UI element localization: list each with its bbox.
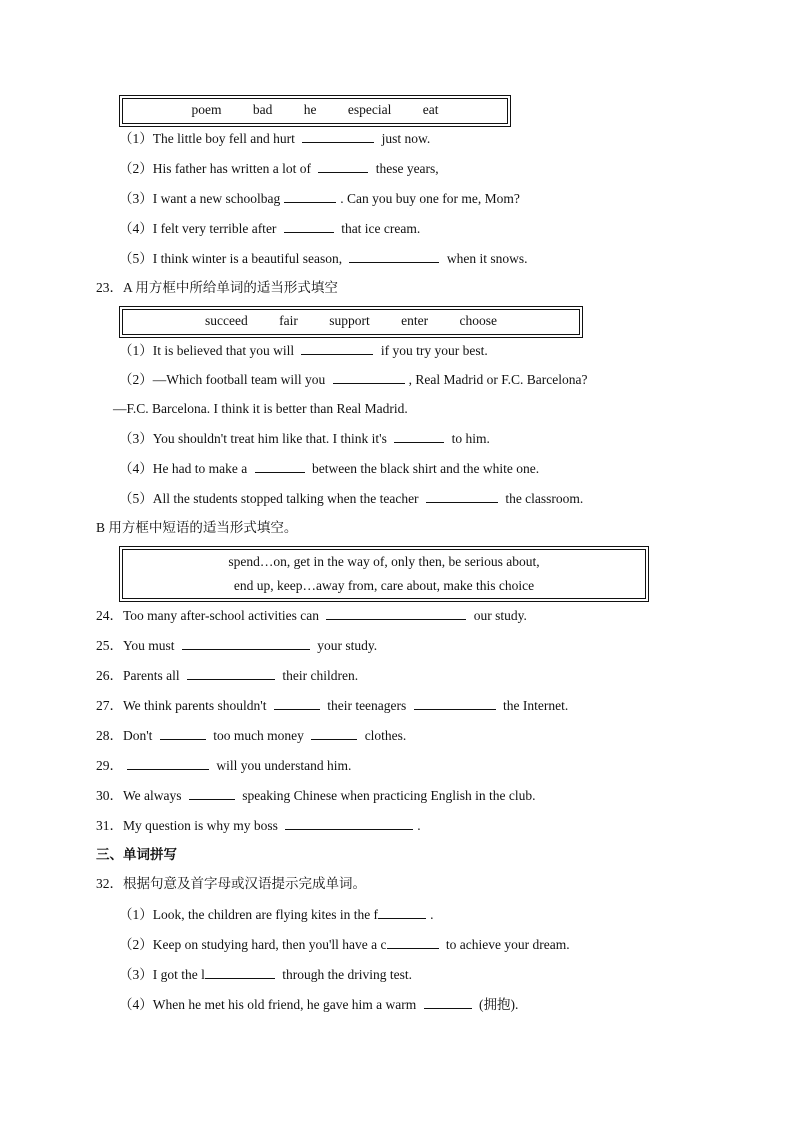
q28: 28．Don't too much money clothes. xyxy=(96,728,407,743)
answer-blank[interactable] xyxy=(127,756,209,770)
box-word: enter xyxy=(401,313,429,328)
answer-blank[interactable] xyxy=(284,219,334,233)
answer-blank[interactable] xyxy=(426,489,498,503)
answer-blank[interactable] xyxy=(349,249,439,263)
phrase-line-1: spend…on, get in the way of, only then, be serious about, xyxy=(228,554,540,569)
box-word: eat xyxy=(422,102,439,117)
answer-blank[interactable] xyxy=(205,965,275,979)
answer-blank[interactable] xyxy=(394,429,444,443)
q29: 29． will you understand him. xyxy=(96,758,352,773)
q26: 26．Parents all their children. xyxy=(96,668,359,683)
q30: 30．We always speaking Chinese when practicing English in the club. xyxy=(96,788,536,803)
q24: 24．Too many after-school activities can our study. xyxy=(96,608,527,623)
q22-item-1: （1）The little boy fell and hurt just now. xyxy=(119,131,431,146)
answer-blank[interactable] xyxy=(318,159,368,173)
answer-blank[interactable] xyxy=(302,129,374,143)
q32-item-2: （2）Keep on studying hard, then you'll have a c to achieve your dream. xyxy=(119,937,570,952)
q23-heading: 23．A 用方框中所给单词的适当形式填空 xyxy=(96,280,338,295)
q23-item-1: （1）It is believed that you will if you try your best. xyxy=(119,343,488,358)
answer-blank[interactable] xyxy=(285,816,413,830)
box-word: poem xyxy=(191,102,222,117)
q23-item-2-reply: —F.C. Barcelona. I think it is better than Real Madrid. xyxy=(113,401,408,416)
box-word: support xyxy=(329,313,370,328)
q22-item-5: （5）I think winter is a beautiful season, when it snows. xyxy=(119,251,528,266)
box-word: bad xyxy=(252,102,273,117)
answer-blank[interactable] xyxy=(189,786,235,800)
q32-item-3: （3）I got the l through the driving test. xyxy=(119,967,412,982)
word-box-2 xyxy=(119,306,583,338)
q25: 25．You must your study. xyxy=(96,638,378,653)
box-word: choose xyxy=(459,313,497,328)
phrase-box xyxy=(119,546,649,602)
answer-blank[interactable] xyxy=(333,370,405,384)
answer-blank[interactable] xyxy=(274,696,320,710)
answer-blank[interactable] xyxy=(284,189,336,203)
answer-blank[interactable] xyxy=(301,341,373,355)
q32-item-4: （4）When he met his old friend, he gave him a warm (拥抱). xyxy=(119,997,519,1012)
answer-blank[interactable] xyxy=(311,726,357,740)
q27: 27．We think parents shouldn't their teenagers the Internet. xyxy=(96,698,569,713)
part-b-heading: B 用方框中短语的适当形式填空。 xyxy=(96,520,298,535)
answer-blank[interactable] xyxy=(187,666,275,680)
q23-item-2: （2）—Which football team will you , Real Madrid or F.C. Barcelona? xyxy=(119,372,588,387)
phrase-line-2: end up, keep…away from, care about, make this choice xyxy=(233,578,535,593)
section-3-heading: 三、单词拼写 xyxy=(96,847,177,862)
answer-blank[interactable] xyxy=(414,696,496,710)
word-box-1 xyxy=(119,95,511,127)
q32-item-1: （1）Look, the children are flying kites in the f . xyxy=(119,907,434,922)
answer-blank[interactable] xyxy=(326,606,466,620)
q31: 31．My question is why my boss . xyxy=(96,818,421,833)
q22-item-3: （3）I want a new schoolbag . Can you buy one for me, Mom? xyxy=(119,191,520,206)
box-word: he xyxy=(303,102,317,117)
answer-blank[interactable] xyxy=(182,636,310,650)
q22-item-4: （4）I felt very terrible after that ice cream. xyxy=(119,221,421,236)
answer-blank[interactable] xyxy=(387,935,439,949)
answer-blank[interactable] xyxy=(378,905,426,919)
box-word: succeed xyxy=(205,313,248,328)
q22-item-2: （2）His father has written a lot of these years, xyxy=(119,161,439,176)
box-word: especial xyxy=(347,102,392,117)
answer-blank[interactable] xyxy=(424,995,472,1009)
answer-blank[interactable] xyxy=(255,459,305,473)
answer-blank[interactable] xyxy=(160,726,206,740)
q23-item-3: （3）You shouldn't treat him like that. I think it's to him. xyxy=(119,431,490,446)
q23-item-4: （4）He had to make a between the black shirt and the white one. xyxy=(119,461,540,476)
box-word: fair xyxy=(279,313,298,328)
q32-heading: 32．根据句意及首字母或汉语提示完成单词。 xyxy=(96,876,366,891)
q23-item-5: （5）All the students stopped talking when the teacher the classroom. xyxy=(119,491,584,506)
